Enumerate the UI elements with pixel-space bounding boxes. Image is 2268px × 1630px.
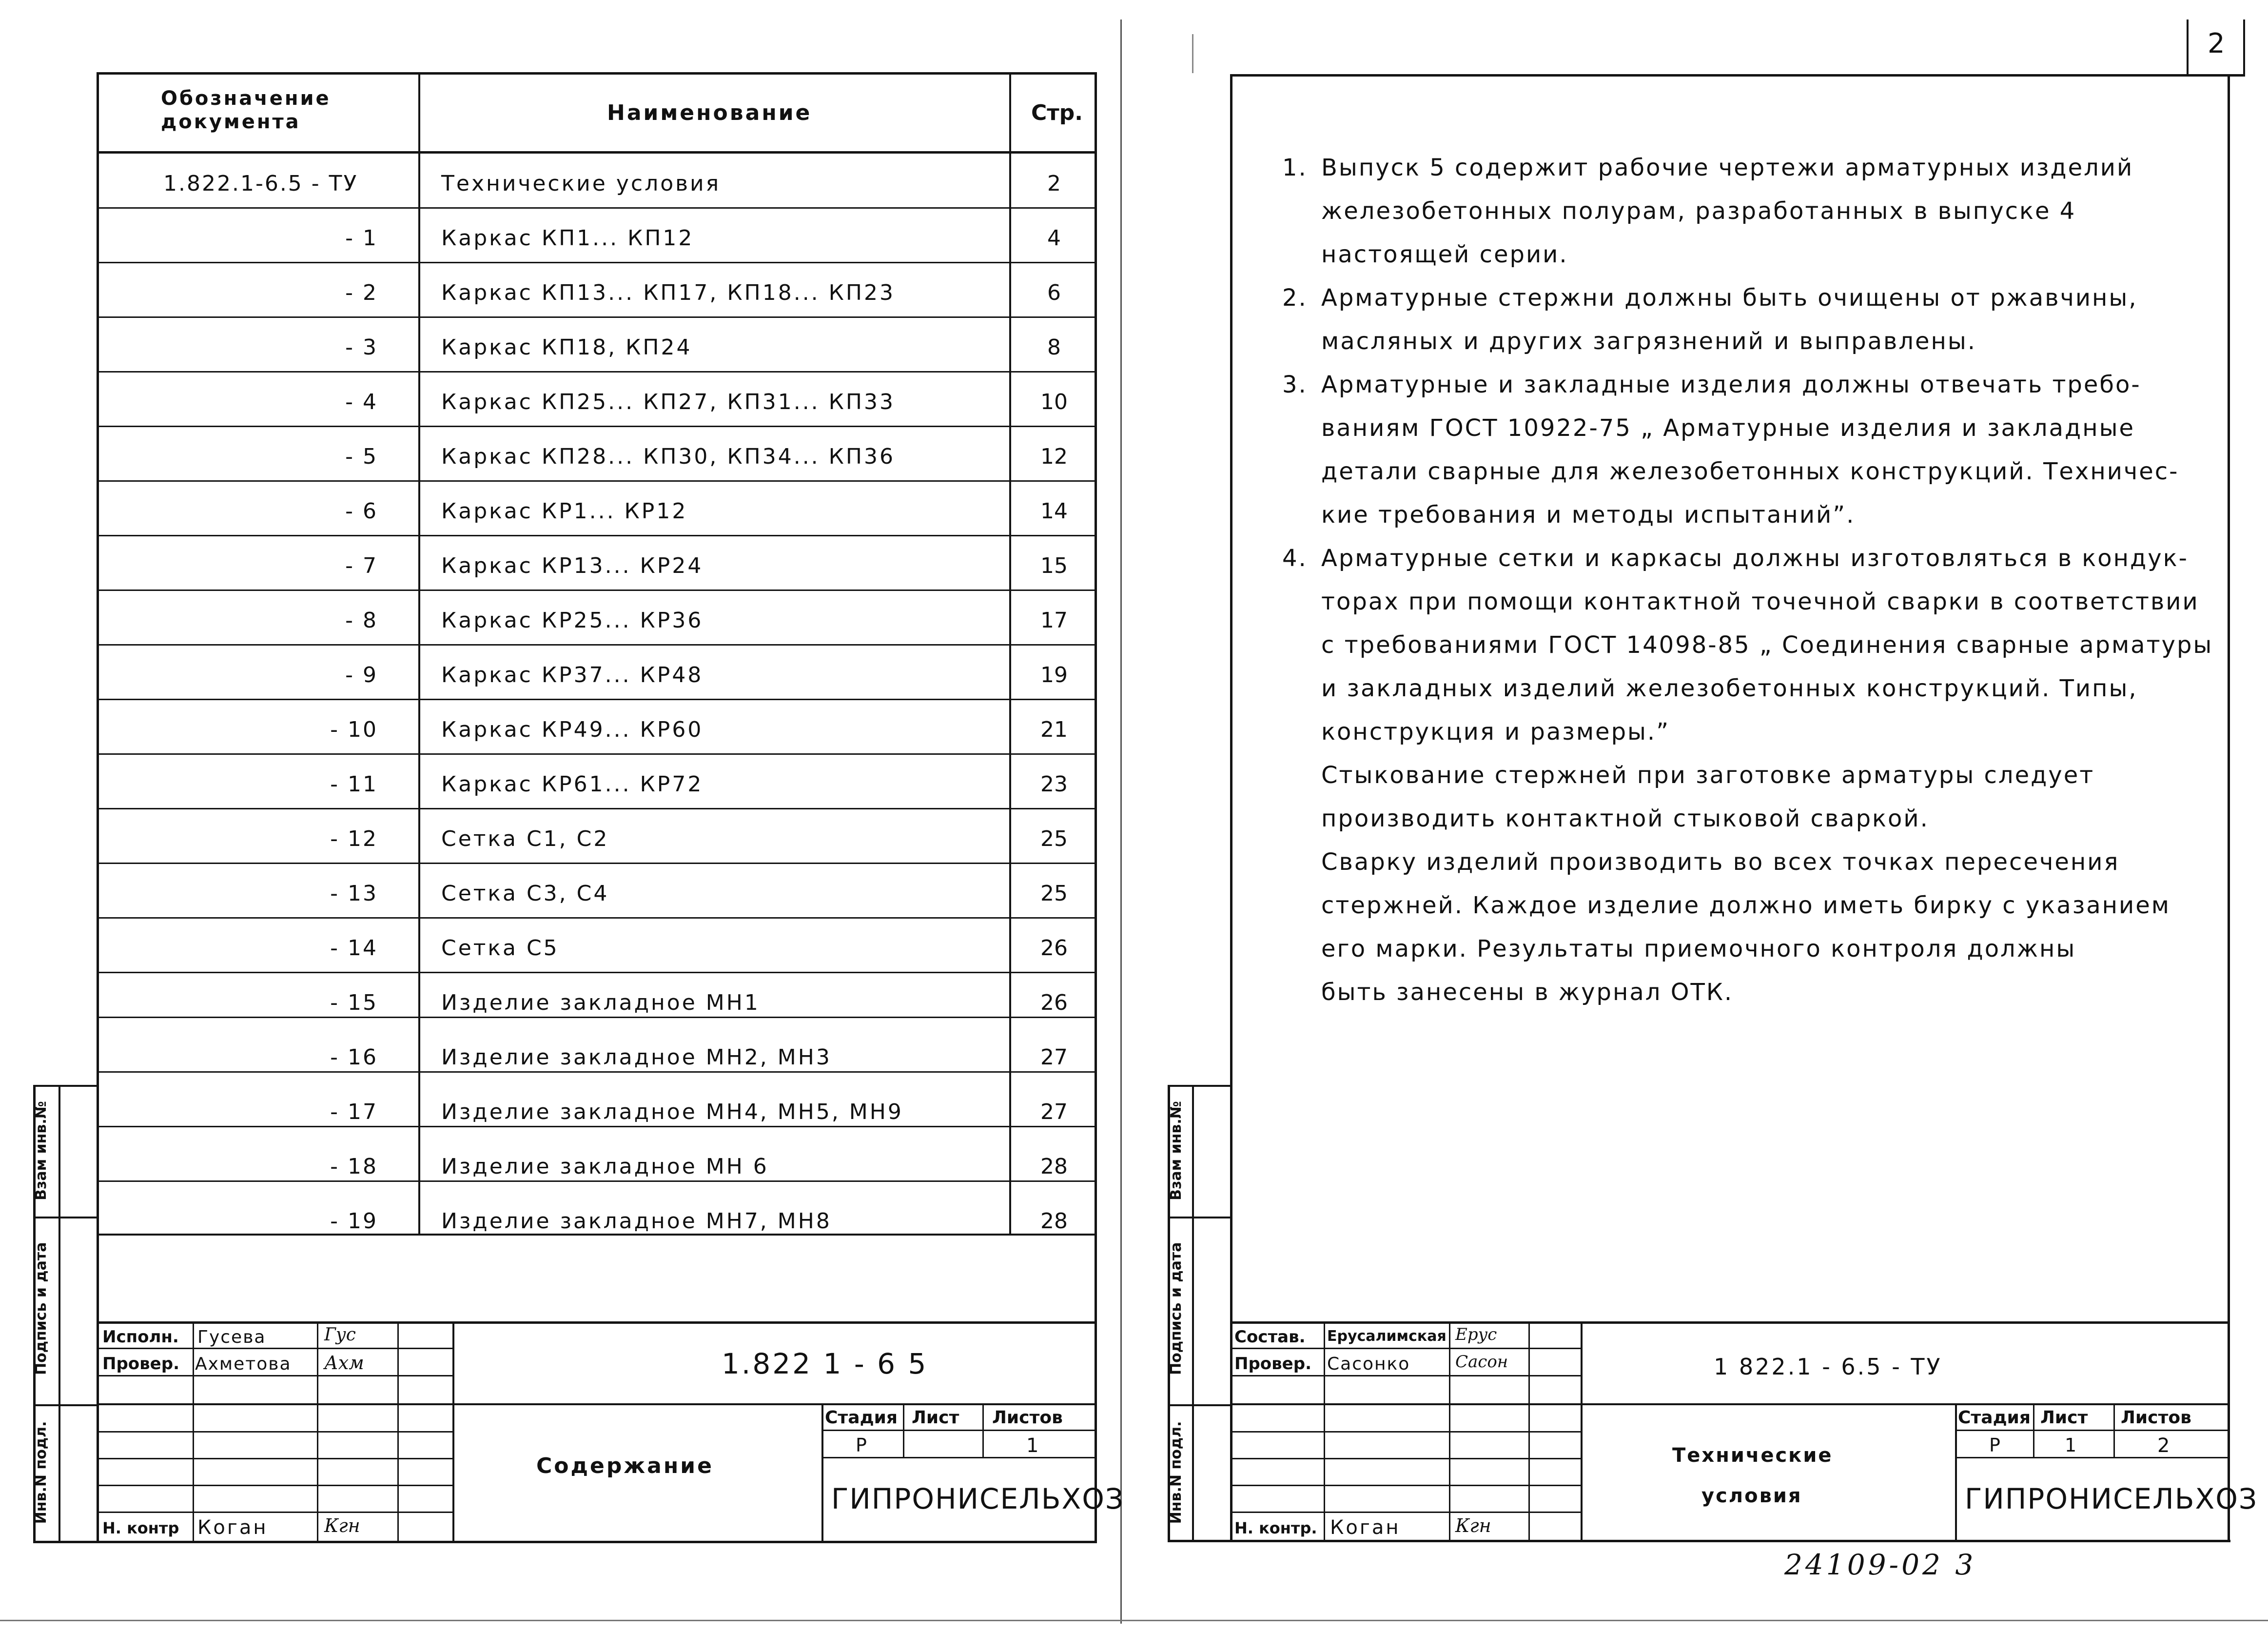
note-number: 2. — [1282, 284, 1308, 312]
left-role-1: Исполн. — [102, 1327, 179, 1347]
right-sheet-label: Лист — [2040, 1408, 2088, 1428]
note-line: кие требования и методы испытаний”. — [1321, 501, 1856, 529]
note-item — [1282, 363, 2179, 537]
right-stage-value: Р — [1989, 1434, 2000, 1456]
row-page: 6 — [1047, 280, 1061, 305]
row-name: Сетка С1, С2 — [441, 826, 609, 851]
row-designation: - 17 — [330, 1100, 378, 1124]
right-name-1: Ерусалимская — [1327, 1328, 1447, 1345]
left-sheets-label: Листов — [992, 1408, 1063, 1428]
note-line: конструкция и размеры.” — [1321, 718, 1670, 746]
row-page: 14 — [1040, 499, 1068, 524]
row-name: Каркас КР25... КР36 — [441, 608, 704, 633]
note-line: детали сварные для железобетонных конструкций. Техничес- — [1321, 458, 2179, 485]
stamp-label-replace-inv: Взам инв.№ — [33, 1101, 50, 1200]
note-item — [1282, 276, 2174, 363]
row-page: 27 — [1040, 1100, 1068, 1124]
note-line: и закладных изделий железобетонных конструкций. Типы, — [1321, 675, 2138, 702]
row-page: 26 — [1040, 936, 1068, 961]
page-number: 2 — [2208, 28, 2225, 59]
left-doc-title: Содержание — [536, 1453, 714, 1478]
row-name: Каркас КП18, КП24 — [441, 335, 692, 360]
left-org-name: ГИПРОНИСЕЛЬХОЗ — [831, 1482, 1125, 1515]
row-designation: - 16 — [330, 1045, 378, 1070]
row-name: Изделие закладное МН1 — [441, 990, 760, 1015]
left-name-1: Гусева — [197, 1327, 266, 1347]
right-role-3: Н. контр. — [1234, 1519, 1317, 1537]
right-sheets-label: Листов — [2121, 1408, 2191, 1428]
note-line: Выпуск 5 содержит рабочие чертежи арматурных изделий — [1321, 154, 2134, 181]
technical-notes — [1282, 146, 2213, 1014]
row-page: 12 — [1040, 444, 1068, 469]
row-name: Каркас КП25... КП27, КП31... КП33 — [441, 390, 895, 414]
right-stage-label: Стадия — [1958, 1408, 2031, 1428]
row-designation: - 10 — [330, 717, 378, 742]
note-line: производить контактной стыковой сваркой. — [1321, 805, 1929, 832]
row-designation: - 5 — [345, 444, 378, 469]
note-line: ваниям ГОСТ 10922-75 „ Арматурные изделия и закладные — [1321, 414, 2135, 442]
note-line: стержней. Каждое изделие должно иметь бирку с указанием — [1321, 892, 2170, 919]
row-designation: 1.822.1-6.5 - ТУ — [163, 171, 358, 196]
left-role-3: Н. контр — [102, 1519, 179, 1537]
note-line: с требованиями ГОСТ 14098-85 „ Соединения сварные арматуры — [1321, 631, 2213, 659]
note-number: 1. — [1282, 154, 1308, 181]
row-name: Каркас КП1... КП12 — [441, 226, 694, 251]
row-name: Каркас КР37... КР48 — [441, 663, 704, 687]
right-org-name: ГИПРОНИСЕЛЬХОЗ — [1965, 1482, 2258, 1515]
note-line: Арматурные и закладные изделия должны отвечать требо- — [1321, 371, 2141, 398]
right-signature-1: Ерус — [1455, 1325, 1497, 1344]
frame-top — [98, 72, 1097, 75]
stamp-label-signature-date-right: Подпись и дата — [1168, 1242, 1185, 1375]
row-name: Изделие закладное МН2, МН3 — [441, 1045, 832, 1070]
note-line: настоящей серии. — [1321, 241, 1568, 268]
row-name: Каркас КР13... КР24 — [441, 553, 704, 578]
note-line: Арматурные сетки и каркасы должны изготовляться в кондук- — [1321, 545, 2189, 572]
right-doc-title-line1: Технические — [1672, 1444, 1833, 1467]
note-line: Стыкование стержней при заготовке арматуры следует — [1321, 762, 2095, 789]
header-name: Наименование — [607, 100, 812, 125]
row-designation: - 1 — [345, 226, 378, 251]
note-number: 4. — [1282, 545, 1308, 572]
header-designation: Обозначение документа — [161, 87, 331, 133]
note-line: Арматурные стержни должны быть очищены от ржавчины, — [1321, 284, 2138, 312]
right-name-2: Сасонко — [1327, 1354, 1410, 1374]
row-page: 23 — [1040, 772, 1068, 797]
note-line: торах при помощи контактной точечной сварки в соответствии — [1321, 588, 2199, 615]
stamp-label-signature-date: Подпись и дата — [33, 1242, 50, 1375]
row-page: 4 — [1047, 226, 1061, 251]
left-name-3: Коган — [197, 1516, 268, 1539]
row-name: Каркас КР49... КР60 — [441, 717, 704, 742]
left-signature-2: Ахм — [324, 1352, 364, 1374]
right-role-1: Состав. — [1234, 1327, 1306, 1347]
archive-number: 24109-02 3 — [1784, 1548, 1976, 1581]
row-designation: - 4 — [345, 390, 378, 414]
row-page: 17 — [1040, 608, 1068, 633]
left-signature-1: Гус — [324, 1325, 356, 1345]
note-number: 3. — [1282, 371, 1308, 398]
row-name: Сетка С3, С4 — [441, 881, 609, 906]
right-sheets-value: 2 — [2157, 1434, 2170, 1457]
left-name-2: Ахметова — [195, 1354, 292, 1374]
row-name: Каркас КР61... КР72 — [441, 772, 704, 797]
stamp-label-replace-inv-right: Взам инв.№ — [1168, 1101, 1185, 1200]
row-designation: - 11 — [330, 772, 378, 797]
row-page: 28 — [1040, 1154, 1068, 1179]
row-name: Каркас КП13... КП17, КП18... КП23 — [441, 280, 895, 305]
row-page: 21 — [1040, 717, 1068, 742]
row-designation: - 7 — [345, 553, 378, 578]
row-designation: - 19 — [330, 1209, 378, 1234]
row-designation: - 6 — [345, 499, 378, 524]
row-page: 10 — [1040, 390, 1068, 414]
note-item — [1282, 146, 2174, 276]
right-role-2: Провер. — [1234, 1354, 1311, 1374]
right-sheet-value: 1 — [2065, 1434, 2077, 1456]
note-item — [1282, 537, 2213, 1014]
right-doc-code: 1 822.1 - 6.5 - ТУ — [1714, 1354, 1942, 1380]
right-doc-title-line2: условия — [1701, 1485, 1802, 1507]
row-designation: - 18 — [330, 1154, 378, 1179]
left-doc-code: 1.822 1 - 6 5 — [722, 1347, 928, 1380]
left-role-2: Провер. — [102, 1354, 179, 1374]
left-stage-label: Стадия — [825, 1408, 898, 1428]
right-name-3: Коган — [1330, 1516, 1401, 1539]
row-name: Изделие закладное МН 6 — [441, 1154, 769, 1179]
row-designation: - 2 — [345, 280, 378, 305]
row-designation: - 15 — [330, 990, 378, 1015]
left-signature-3: Кгн — [324, 1515, 360, 1536]
row-page: 27 — [1040, 1045, 1068, 1070]
note-line: быть занесены в журнал ОТК. — [1321, 979, 1734, 1006]
right-signature-3: Кгн — [1455, 1515, 1491, 1536]
left-sheets-value: 1 — [1026, 1434, 1039, 1457]
row-page: 28 — [1040, 1209, 1068, 1234]
left-sheet-label: Лист — [912, 1408, 959, 1428]
note-line: железобетонных полурам, разработанных в выпуске 4 — [1321, 197, 2076, 225]
row-name: Каркас КР1... КР12 — [441, 499, 688, 524]
row-designation: - 13 — [330, 881, 378, 906]
row-page: 19 — [1040, 663, 1068, 687]
row-page: 15 — [1040, 553, 1068, 578]
note-line: Сварку изделий производить во всех точках пересечения — [1321, 848, 2120, 876]
right-signature-2: Сасон — [1455, 1352, 1508, 1372]
row-designation: - 9 — [345, 663, 378, 687]
row-designation: - 8 — [345, 608, 378, 633]
row-page: 25 — [1040, 826, 1068, 851]
row-designation: - 12 — [330, 826, 378, 851]
row-page: 26 — [1040, 990, 1068, 1015]
left-stage-value: Р — [856, 1434, 867, 1456]
row-name: Сетка С5 — [441, 936, 559, 961]
row-name: Изделие закладное МН4, МН5, МН9 — [441, 1100, 903, 1124]
row-designation: - 3 — [345, 335, 378, 360]
row-designation: - 14 — [330, 936, 378, 961]
row-page: 25 — [1040, 881, 1068, 906]
note-line: его марки. Результаты приемочного контроля должны — [1321, 935, 2076, 962]
row-name: Каркас КП28... КП30, КП34... КП36 — [441, 444, 895, 469]
stamp-label-inv-orig-right: Инв.N подл. — [1168, 1421, 1185, 1524]
row-page: 2 — [1047, 171, 1061, 196]
row-name: Технические условия — [441, 171, 721, 196]
stamp-label-inv-orig: Инв.N подл. — [33, 1421, 50, 1524]
row-name: Изделие закладное МН7, МН8 — [441, 1209, 832, 1234]
row-page: 8 — [1047, 335, 1061, 360]
note-line: масляных и других загрязнений и выправлены. — [1321, 328, 1977, 355]
header-page: Стр. — [1031, 100, 1083, 125]
